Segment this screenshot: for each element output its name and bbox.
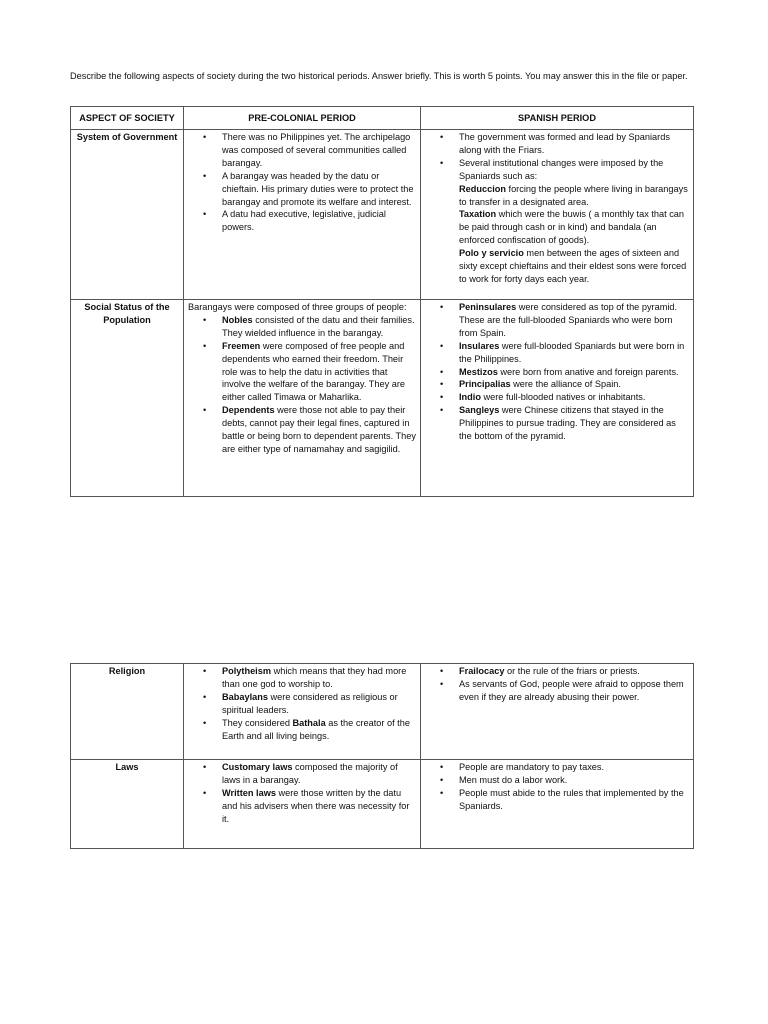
aspects-table-part-2 [70, 663, 694, 849]
sub-item-taxation: Taxation which were the buwis ( a monthly tax that can be paid through cash or in kind) and bandala (an enforced confiscation of goods). [459, 209, 685, 246]
religion-spanish [421, 664, 694, 760]
aspect-government: System of Government [71, 130, 184, 300]
list-item: • Peninsulares were considered as top of the pyramid. These are the full-blooded Spaniards who were born from Spain. [459, 301, 689, 340]
social-lead-text: Barangays were composed of three groups of people: [188, 302, 407, 312]
list-item: • Indio were full-blooded natives or inhabitants. [459, 391, 689, 404]
laws-pre-colonial [184, 760, 421, 849]
aspect-religion: Religion [71, 664, 184, 760]
list-item: • Written laws were those written by the datu and his advisers when there was necessity for it. [222, 787, 416, 826]
table-row-government [71, 130, 694, 300]
list-item: • They considered Bathala as the creator of the Earth and all living beings. [222, 717, 416, 743]
sub-item-reduccion: Reduccion forcing the people where living in barangays to transfer in a designated area. [459, 183, 688, 207]
table-row-laws [71, 760, 694, 849]
table-row-social-status [71, 300, 694, 497]
aspects-table-part-1 [70, 106, 694, 497]
list-item: • Babaylans were considered as religious or spiritual leaders. [222, 691, 416, 717]
list-item: • Dependents were those not able to pay their debts, cannot pay their legal fines, captured in battle or being born to dependent parents. They are either type of namamahay and sagigilid. [222, 404, 416, 456]
header-pre-colonial: PRE-COLONIAL PERIOD [184, 107, 421, 130]
list-item: • The government was formed and lead by Spaniards along with the Friars. [459, 131, 689, 157]
list-item: • Customary laws composed the majority of laws in a barangay. [222, 761, 416, 787]
list-item: • Polytheism which means that they had more than one god to worship to. [222, 665, 416, 691]
list-item: • Several institutional changes were imposed by the Spaniards such as: Reduccion forcing the people where living in barangays to transfer in a designated area. Taxation which were the buwis ( a monthly tax that can be paid through cash or in kind) and bandala (an enforced confiscation of goods). Polo y servicio men between the ages of sixteen and sixty except chieftains and their eldest sons were forced to work for forty days each year. [459, 157, 689, 286]
list-item: • Insulares were full-blooded Spaniards but were born in the Philippines. [459, 340, 689, 366]
list-item: • Men must do a labor work. [459, 774, 689, 787]
list-item: • Sangleys were Chinese citizens that stayed in the Philippines to pursue trading. They are considered as the bottom of the pyramid. [459, 404, 689, 443]
government-spanish [421, 130, 694, 300]
list-item: • A barangay was headed by the datu or chieftain. His primary duties were to protect the barangay and promote its welfare and interest. [222, 170, 416, 209]
social-pre-colonial [184, 300, 421, 497]
list-item: • Nobles consisted of the datu and their families. They wielded influence in the barangay. [222, 314, 416, 340]
list-item: • Principalias were the alliance of Spain. [459, 378, 689, 391]
list-item: • People are mandatory to pay taxes. [459, 761, 689, 774]
aspect-social-status: Social Status of the Population [71, 300, 184, 497]
list-item: • People must abide to the rules that implemented by the Spaniards. [459, 787, 689, 813]
table-row-religion [71, 664, 694, 760]
list-item: • Frailocacy or the rule of the friars or priests. [459, 665, 689, 678]
list-item: • A datu had executive, legislative, judicial powers. [222, 208, 416, 234]
list-item: • Freemen were composed of free people and dependents who earned their freedom. Their role was to help the datu in activities that involve the welfare of the barangay. They are either called Timawa or Maharlika. [222, 340, 416, 405]
laws-spanish [421, 760, 694, 849]
government-pre-colonial [184, 130, 421, 300]
instructions-text: Describe the following aspects of society during the two historical periods. Answer briefly. This is worth 5 points. You may answer this in the file or paper. [70, 71, 688, 81]
list-item: • As servants of God, people were afraid to oppose them even if they are already abusing their power. [459, 678, 689, 704]
aspect-laws: Laws [71, 760, 184, 849]
header-aspect: ASPECT OF SOCIETY [71, 107, 184, 130]
header-spanish: SPANISH PERIOD [421, 107, 694, 130]
religion-pre-colonial [184, 664, 421, 760]
table-header-row [71, 107, 694, 130]
sub-item-polo: Polo y servicio men between the ages of sixteen and sixty except chieftains and their eldest sons were forced to work for forty days each year. [459, 248, 687, 284]
list-item: • Mestizos were born from anative and foreign parents. [459, 366, 689, 379]
list-item: • There was no Philippines yet. The archipelago was composed of several communities called barangay. [222, 131, 416, 170]
social-spanish [421, 300, 694, 497]
